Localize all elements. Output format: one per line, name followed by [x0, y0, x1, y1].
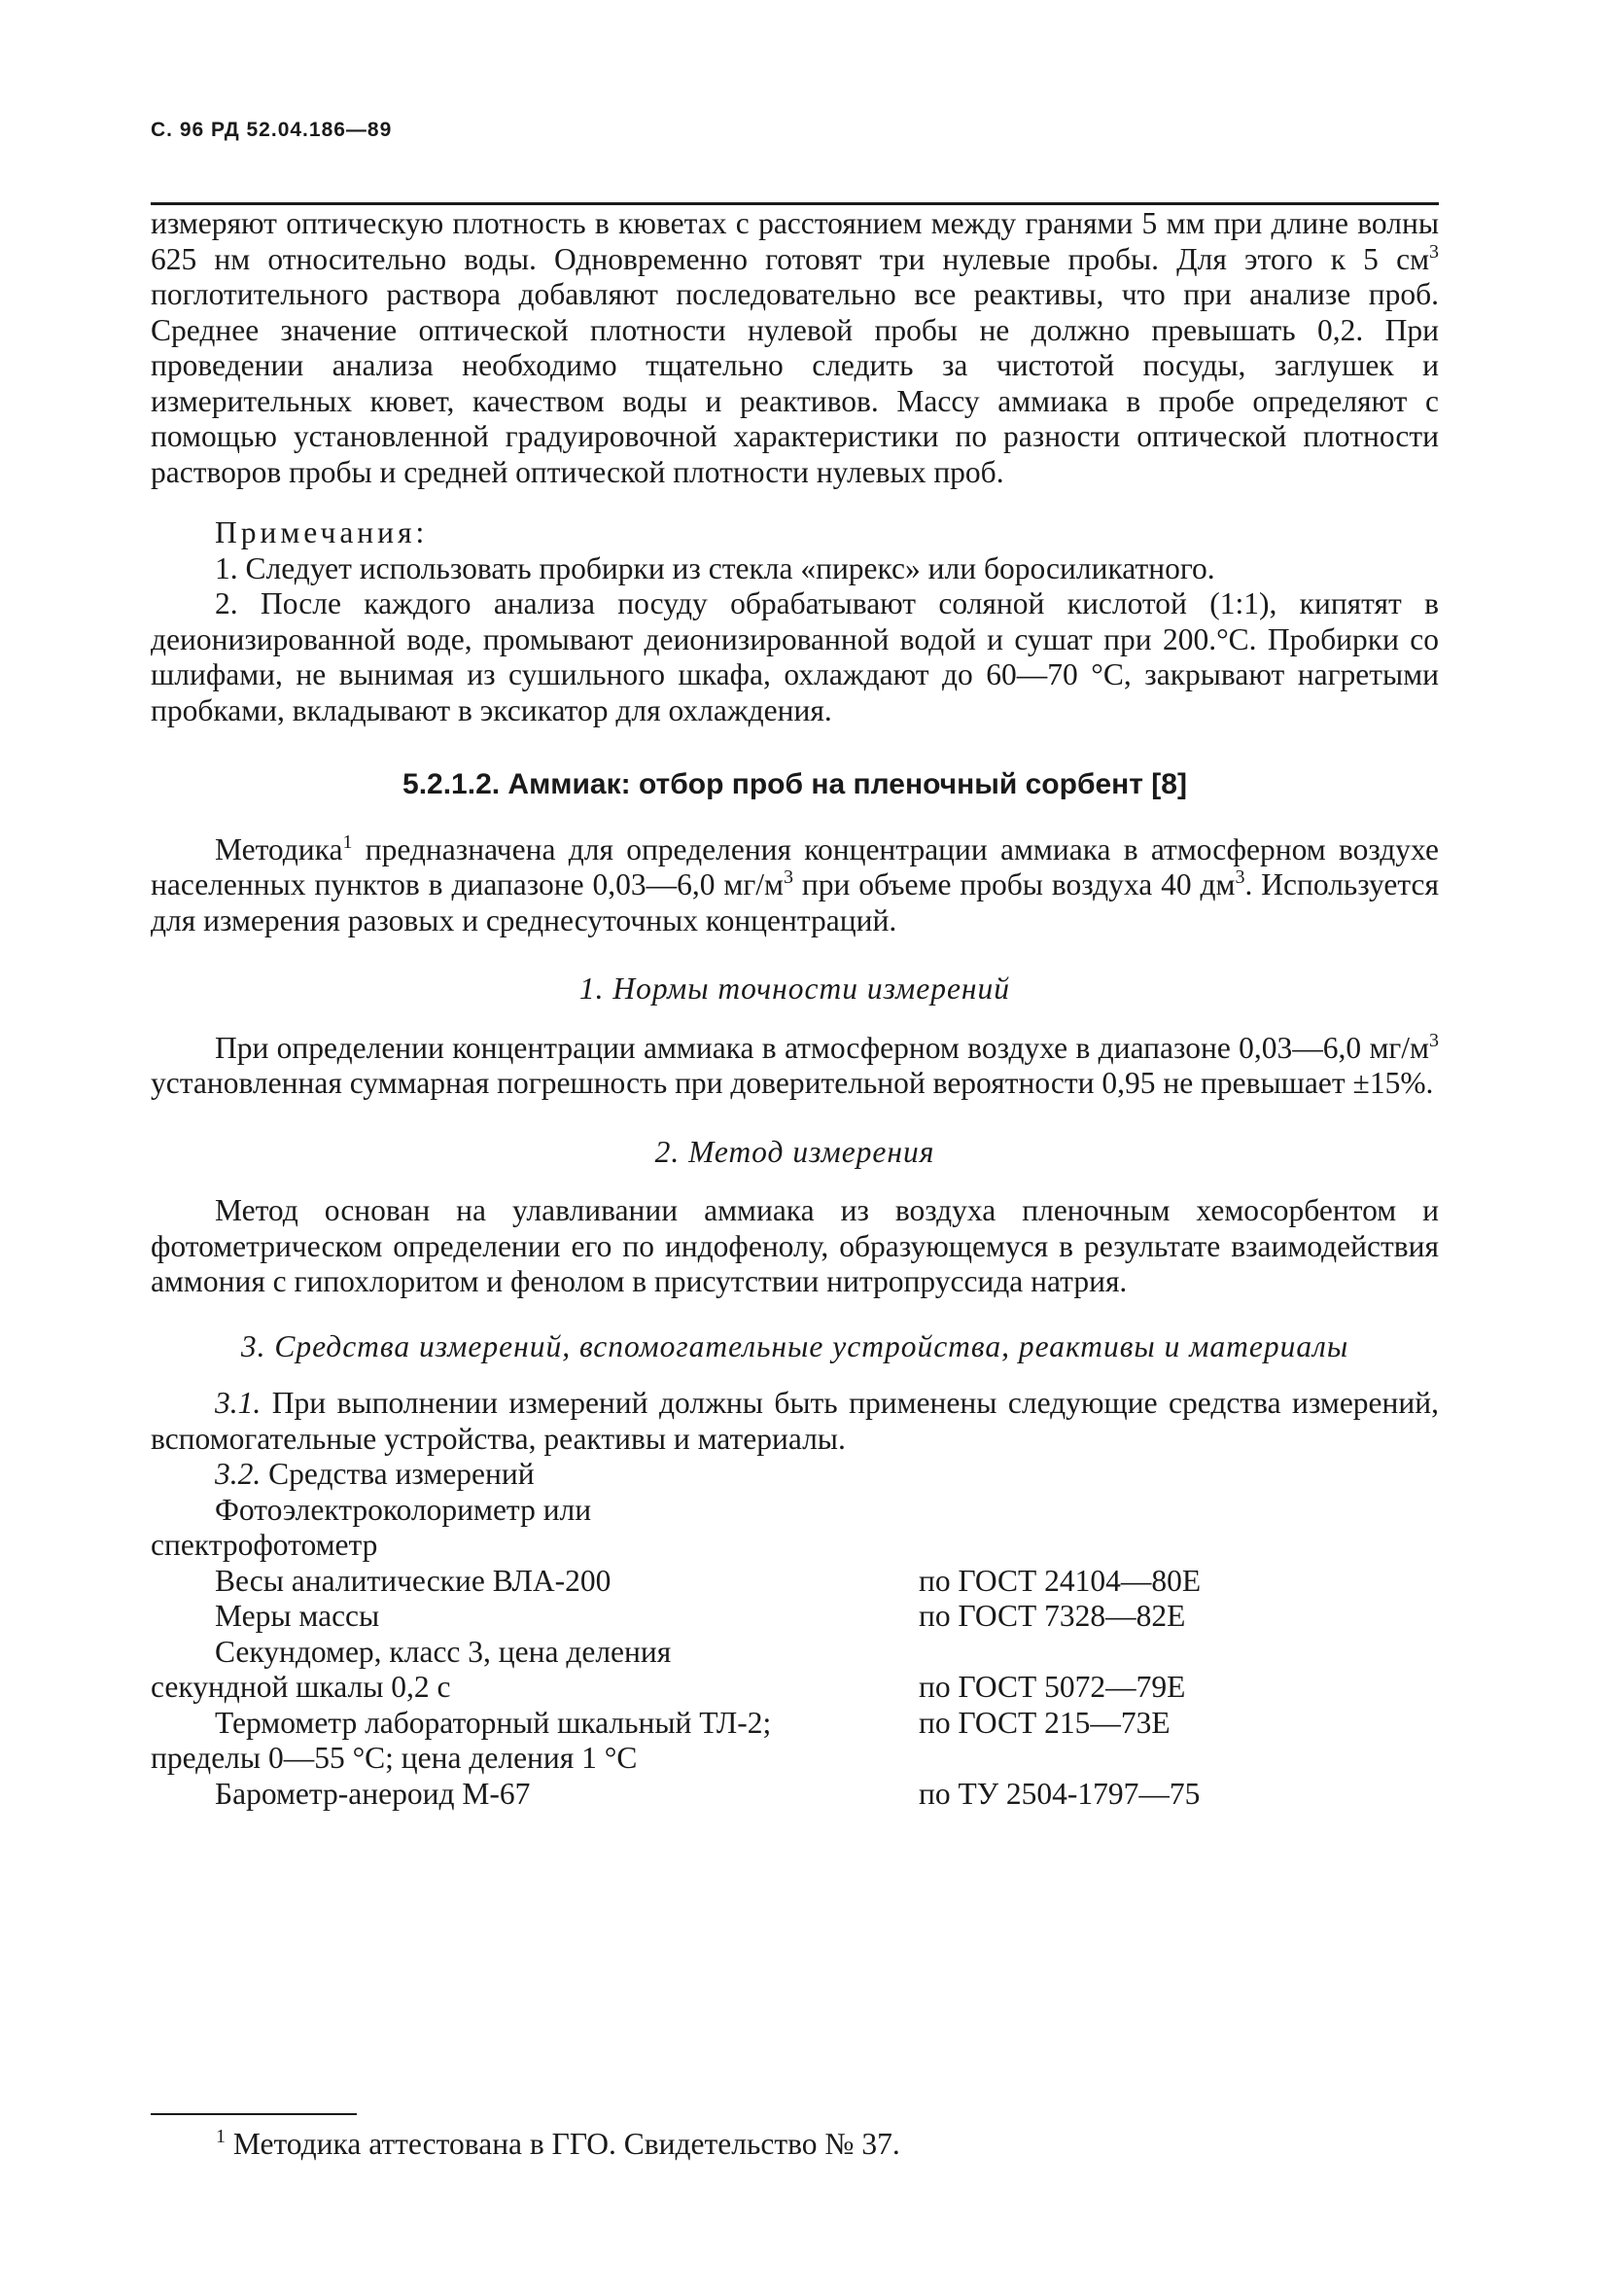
equipment-list [151, 1493, 1439, 1813]
header-rule [151, 202, 1439, 205]
method-text: Метод основан на улавливании аммиака из воздуха пленочным хемосорбентом и фотометрическом определении его по индофенолу, образующемуся в результате взаимодействия аммония с гипохлоритом и фенолом в присутствии нитропруссида натрия. [151, 1193, 1439, 1298]
running-header: С. 96 РД 52.04.186—89 [151, 119, 393, 141]
note-1: 1. Следует использовать пробирки из стекла «пирекс» или боросиликатного. [215, 550, 1215, 585]
footnote-mark: 1 [216, 2126, 226, 2147]
list-item: Термометр лабораторный шкальный ТЛ-2; по ГОСТ 215—73Е [215, 1705, 1171, 1740]
list-item: Меры массы по ГОСТ 7328—82Е [215, 1599, 1186, 1633]
list-item: Барометр-анероид М-67 по ТУ 2504-1797—75 [215, 1776, 1201, 1811]
section-intro: Методика$^1$ предназначена для определения концентрации аммиака в атмосферном воздухе населенных пунктов в диапазоне 0,03—6,0 $мг/м^3$ при объеме пробы воздуха 40 $дм^3$. Используется для измерения разовых и среднесуточных концентраций. [151, 830, 1439, 937]
continuation-paragraph: измеряют оптическую плотность в кюветах с расстоянием между гранями 5 мм при длине волны 625 нм относительно воды. Одновременно готовят три нулевые пробы. Для этого к 5 $см^3$ поглотительного раствора добавляют последовательно все реактивы, что при анализе проб. Среднее значение оптической плотности нулевой пробы не должно превышать 0,2. При проведении анализа необходимо тщательно следить за чистотой посуды, заглушек и измерительных кювет, качеством воды и реактивов. Массу аммиака в пробе определяют с помощью установленной градуировочной характеристики по разности оптической плотности растворов пробы и средней оптической плотности нулевых проб. [151, 206, 1439, 489]
footnote [216, 2127, 900, 2162]
list-item: Секундомер, класс 3, цена деления [215, 1634, 672, 1669]
page-body [151, 206, 1439, 1812]
footnote-text: Методика аттестована в ГГО. Свидетельство № 37. [226, 2127, 900, 2161]
notes-title: Примечания: [215, 515, 429, 549]
equipment-heading: 3. Средства измерений, вспомогательные устройства, реактивы и материалы [240, 1328, 1349, 1363]
accuracy-heading: 1. Нормы точности измерений [578, 971, 1011, 1006]
accuracy-text: При определении концентрации аммиака в атмосферном воздухе в диапазоне 0,03—6,0 $мг/м^3$ установленная суммарная погрешность при доверительной вероятности 0,95 не превышает ±15%. [151, 1029, 1439, 1100]
footnote-ref: 1 [342, 830, 353, 853]
method-heading: 2. Метод измерения [654, 1134, 935, 1169]
list-item: секундной шкалы 0,2 с по ГОСТ 5072—79Е [151, 1670, 1186, 1704]
list-item: Весы аналитические ВЛА-200 по ГОСТ 24104—80Е [215, 1563, 1202, 1598]
note-2: 2. После каждого анализа посуду обрабатывают соляной кислотой (1:1), кипятят в деионизированной воде, промывают деионизированной водой и сушат при 200.°С. Пробирки со шлифами, не вынимая из сушильного шкафа, охлаждают до 60—70 °С, закрывают нагретыми пробками, вкладывают в эксикатор для охлаждения. [151, 586, 1439, 727]
list-item: спектрофотометр [151, 1528, 378, 1562]
footnote-rule [151, 2113, 357, 2115]
clause-3-2: 3.2. Средства измерений [215, 1457, 535, 1491]
clause-3-1: 3.1. При выполнении измерений должны быть применены следующие средства измерений, вспомогательные устройства, реактивы и материалы. [151, 1386, 1439, 1456]
list-item: Фотоэлектроколориметр или [215, 1492, 592, 1527]
section-heading: 5.2.1.2. Аммиак: отбор проб на пленочный сорбент [8] [402, 768, 1187, 800]
list-item: пределы 0—55 °С; цена деления 1 °С [151, 1741, 638, 1775]
